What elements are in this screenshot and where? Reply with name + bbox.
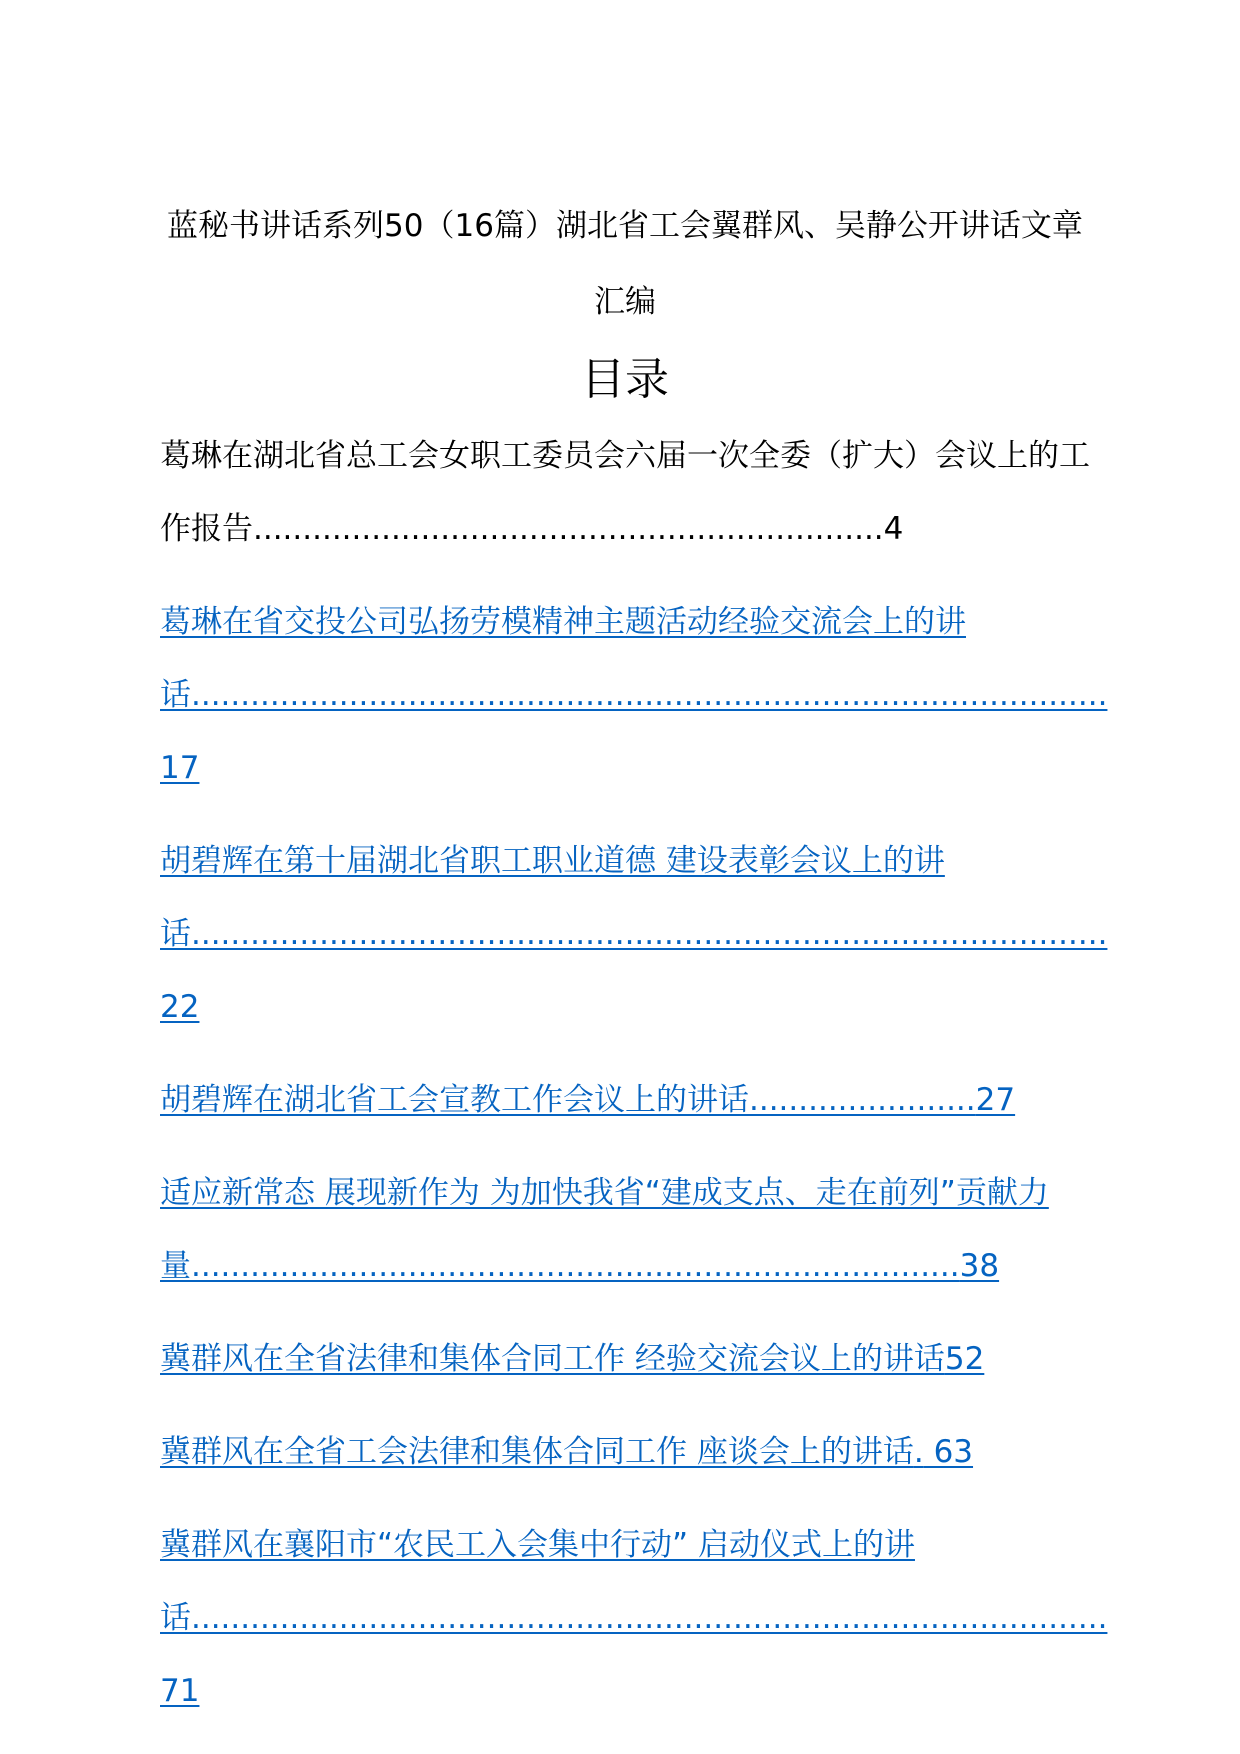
table-of-contents — [160, 420, 1108, 1748]
toc-entry[interactable] — [160, 1323, 1095, 1396]
toc-entry-page-number: 52 — [944, 1341, 985, 1377]
toc-entry[interactable] — [160, 1157, 1095, 1303]
toc-entry[interactable] — [160, 586, 1108, 805]
toc-heading: 目录 — [581, 354, 669, 405]
toc-entry-page-number: 22 — [160, 989, 200, 1025]
toc-entry-leader: ............................................................................................. — [191, 1600, 1108, 1636]
toc-entry-page-number: 38 — [959, 1248, 1000, 1284]
toc-entry-leader: ....................... — [749, 1082, 976, 1118]
toc-entry-title: 葛琳在湖北省总工会女职工委员会六届一次全委（扩大）会议上的工作报告 — [160, 438, 1090, 547]
toc-entry-leader: .............................................................................. — [191, 1248, 960, 1284]
toc-entry-title: 冀群风在全省工会法律和集体合同工作 座谈会上的讲话 — [160, 1434, 914, 1470]
toc-entry-leader: ............................................................................................. — [191, 916, 1108, 952]
toc-entry[interactable] — [160, 1064, 1095, 1137]
toc-entry-title: 胡碧辉在第十届湖北省职工职业道德 建设表彰会议上的讲话 — [160, 843, 945, 952]
toc-entry-leader: . — [913, 1434, 924, 1470]
toc-entry-title: 冀群风在全省法律和集体合同工作 经验交流会议上的讲话 — [160, 1341, 945, 1377]
toc-entry[interactable] — [160, 1509, 1108, 1728]
document-title: 蓝秘书讲话系列50（16篇）湖北省工会翼群风、吴静公开讲话文章汇编 — [167, 208, 1083, 320]
toc-entry-title: 胡碧辉在湖北省工会宣教工作会议上的讲话 — [160, 1082, 749, 1118]
toc-entry — [160, 420, 1095, 566]
toc-entry-page-number: 27 — [975, 1082, 1016, 1118]
toc-entry[interactable] — [160, 1416, 1095, 1489]
toc-entry-title: 葛琳在省交投公司弘扬劳模精神主题活动经验交流会上的讲话 — [160, 604, 966, 713]
toc-entry[interactable] — [160, 825, 1108, 1044]
toc-entry-page-number: 71 — [160, 1673, 200, 1709]
toc-entry-leader: ................................................................ — [253, 511, 884, 547]
toc-entry-page-number: 17 — [160, 750, 200, 786]
toc-entry-page-number: 4 — [883, 511, 904, 547]
toc-entry-leader: ............................................................................................. — [191, 677, 1108, 713]
toc-entry-page-number: 63 — [923, 1434, 974, 1470]
toc-entry-title: 适应新常态 展现新作为 为加快我省“建成支点、走在前列”贡献力量 — [160, 1175, 1049, 1284]
toc-entry-title: 冀群风在襄阳市“农民工入会集中行动” 启动仪式上的讲话 — [160, 1527, 915, 1636]
